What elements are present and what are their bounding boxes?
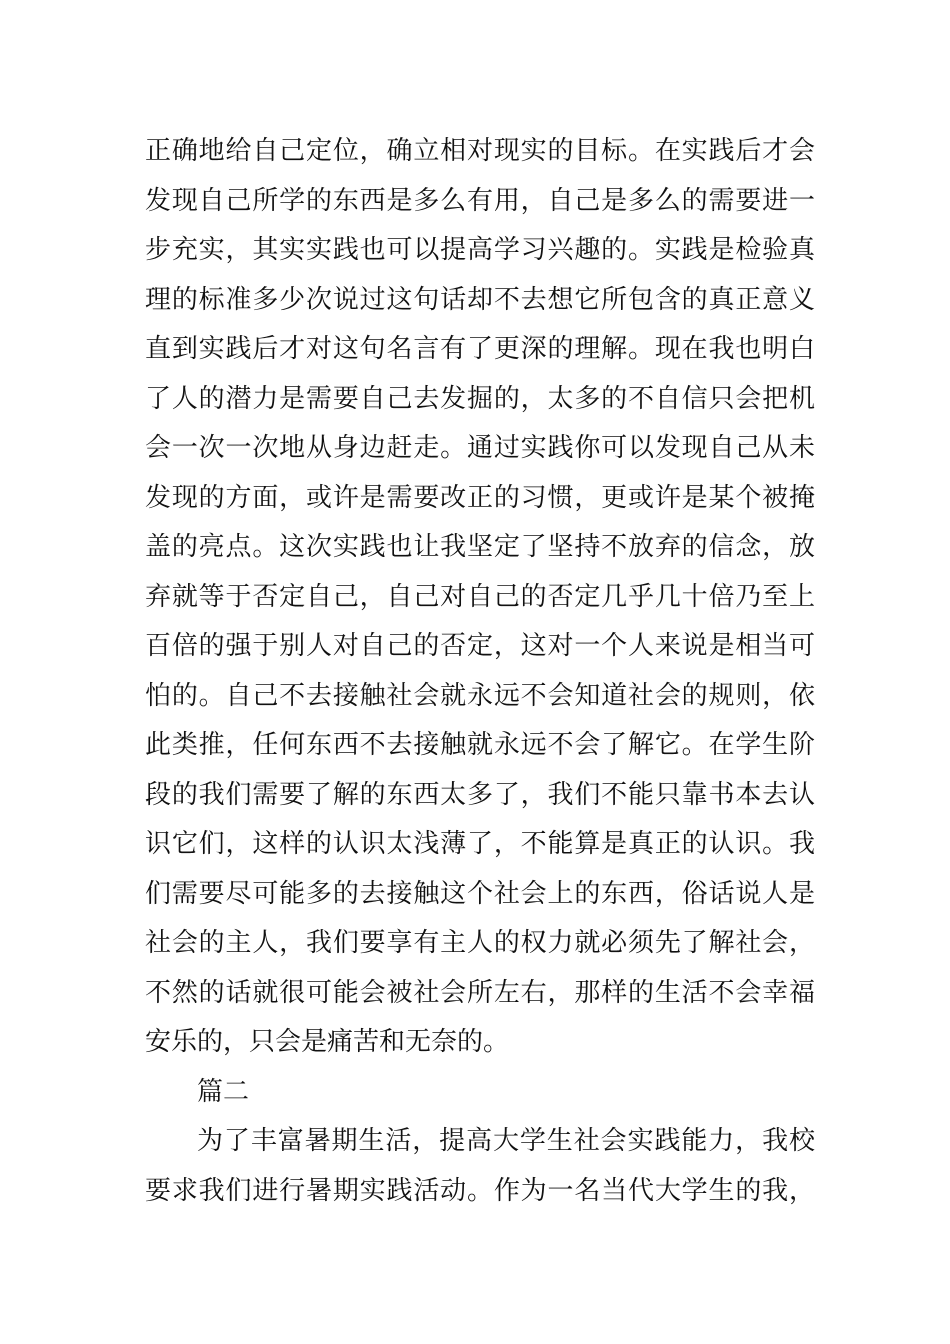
paragraph-1-line: 直到实践后才对这句名言有了更深的理解。现在我也明白	[145, 334, 815, 364]
paragraph-2-line: 要求我们进行暑期实践活动。作为一名当代大学生的我，	[145, 1176, 815, 1206]
paragraph-1-line: 弃就等于否定自己，自己对自己的否定几乎几十倍乃至上	[145, 582, 815, 612]
paragraph-1-line: 步充实，其实实践也可以提高学习兴趣的。实践是检验真	[145, 235, 815, 265]
paragraph-1-line: 安乐的，只会是痛苦和无奈的。	[145, 1027, 510, 1057]
paragraph-2-line: 为了丰富暑期生活，提高大学生社会实践能力，我校	[197, 1126, 815, 1156]
paragraph-1-line: 社会的主人，我们要享有主人的权力就必须先了解社会，	[145, 928, 815, 958]
paragraph-1-line: 们需要尽可能多的去接触这个社会上的东西，俗话说人是	[145, 879, 815, 909]
paragraph-1-line: 此类推，任何东西不去接触就永远不会了解它。在学生阶	[145, 730, 815, 760]
paragraph-1-line: 理的标准多少次说过这句话却不去想它所包含的真正意义	[145, 285, 815, 315]
paragraph-1-line: 不然的话就很可能会被社会所左右，那样的生活不会幸福	[145, 978, 815, 1008]
paragraph-1-line: 识它们，这样的认识太浅薄了，不能算是真正的认识。我	[145, 829, 815, 859]
paragraph-1-line: 会一次一次地从身边赶走。通过实践你可以发现自己从未	[145, 433, 815, 463]
paragraph-1-line: 发现自己所学的东西是多么有用，自己是多么的需要进一	[145, 186, 815, 216]
paragraph-1-line: 百倍的强于别人对自己的否定，这对一个人来说是相当可	[145, 631, 815, 661]
paragraph-1-line: 怕的。自己不去接触社会就永远不会知道社会的规则，依	[145, 681, 815, 711]
paragraph-1-line: 发现的方面，或许是需要改正的习惯，更或许是某个被掩	[145, 483, 815, 513]
paragraph-1-line: 段的我们需要了解的东西太多了，我们不能只靠书本去认	[145, 780, 815, 810]
section-heading: 篇二	[197, 1077, 250, 1107]
paragraph-1-line: 盖的亮点。这次实践也让我坚定了坚持不放弃的信念，放	[145, 532, 815, 562]
paragraph-1-line: 了人的潜力是需要自己去发掘的，太多的不自信只会把机	[145, 384, 815, 414]
paragraph-1-line: 正确地给自己定位，确立相对现实的目标。在实践后才会	[145, 136, 815, 166]
